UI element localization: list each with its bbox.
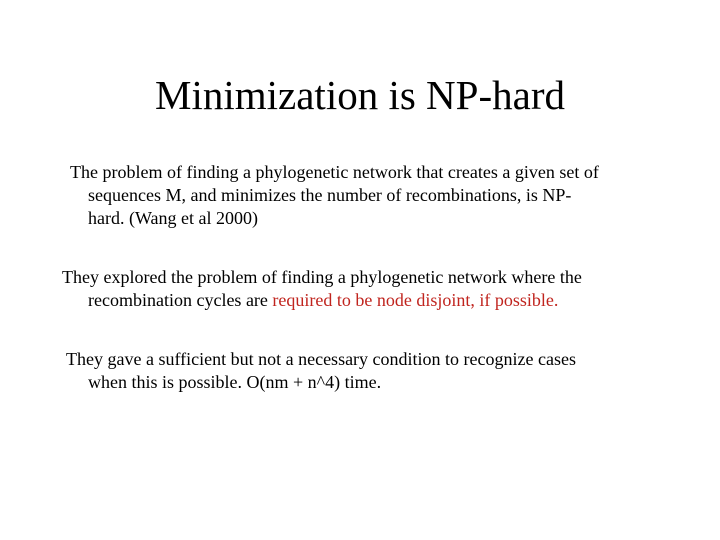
paragraph-line: They gave a sufficient but not a necessary condition to recognize cases [66,349,576,369]
paragraph-line: sequences M, and minimizes the number of recombinations, is NP- [88,185,572,205]
paragraph-line: hard. (Wang et al 2000) [88,208,258,228]
paragraph-line: when this is possible. O(nm + n^4) time. [88,372,382,392]
paragraph-np-hard [70,161,599,230]
paragraph-line [62,289,582,312]
plain-text: recombination cycles are [88,290,273,310]
slide-title: Minimization is NP-hard [155,72,565,118]
paragraph-node-disjoint [62,266,582,312]
highlighted-text: required to be node disjoint, if possible. [272,290,559,310]
paragraph-line: The problem of finding a phylogenetic network that creates a given set of [70,162,599,182]
paragraph-line: They explored the problem of finding a phylogenetic network where the [62,267,582,287]
paragraph-condition [66,348,576,394]
